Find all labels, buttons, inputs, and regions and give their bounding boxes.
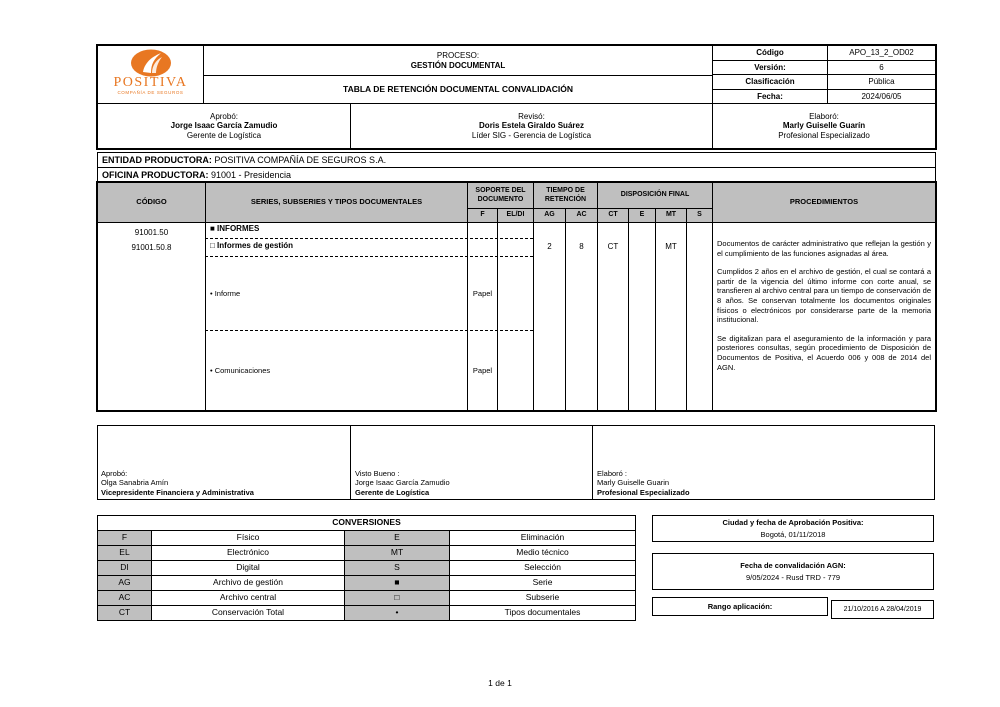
conv-abbr: CT <box>98 606 152 621</box>
meta-value-clasificacion: Pública <box>827 74 936 90</box>
conv-desc: Conservación Total <box>152 606 345 621</box>
subcol-f: F <box>467 208 498 223</box>
conv-abbr: S <box>345 561 450 576</box>
conv-desc: Medio técnico <box>450 546 636 561</box>
subcol-s: S <box>686 208 713 223</box>
signature-role: Elaboró : <box>597 468 628 478</box>
signoff-title: Profesional Especializado <box>778 130 870 140</box>
signoff-reviso <box>350 103 713 149</box>
meta-label-codigo: Código <box>712 45 828 61</box>
signoff-aprobo <box>97 103 351 149</box>
soporte-comunicaciones: Papel <box>472 365 493 375</box>
conversiones-table <box>97 515 636 621</box>
col-header-codigo: CÓDIGO <box>97 182 206 223</box>
signoff-role: Elaboró: <box>809 112 839 122</box>
process-cell <box>203 45 713 76</box>
procedimientos-paragraph-1: Documentos de carácter administrativo que reflejan la gestión y el cumplimiento de las funciones asignadas al área. <box>717 239 931 258</box>
conv-desc: Electrónico <box>152 546 345 561</box>
conv-desc: Selección <box>450 561 636 576</box>
signoff-role: Revisó: <box>518 112 545 122</box>
positiva-logo-icon <box>128 48 174 78</box>
conv-abbr: □ <box>345 591 450 606</box>
entidad-value: POSITIVA COMPAÑÍA DE SEGUROS S.A. <box>214 154 387 165</box>
signature-role: Aprobó: <box>101 468 128 478</box>
conv-abbr: F <box>98 531 152 546</box>
conv-desc: Tipos documentales <box>450 606 636 621</box>
signature-name: Olga Sanabria Amín <box>101 478 169 488</box>
body-codigo-cell <box>97 222 206 411</box>
conv-desc: Archivo central <box>152 591 345 606</box>
meta-value-codigo: APO_13_2_OD02 <box>827 45 936 61</box>
meta-label-fecha: Fecha: <box>712 89 828 104</box>
range-value-box: 21/10/2016 A 28/04/2019 <box>831 600 934 619</box>
city-approval-box <box>652 515 934 542</box>
col-header-tiempo: TIEMPO DE RETENCIÓN <box>533 182 598 209</box>
subcol-e: E <box>628 208 656 223</box>
dashed-separator <box>205 238 533 239</box>
signoff-name: Marly Guiselle Guarín <box>782 121 866 131</box>
logo-cell <box>97 45 204 104</box>
procedimientos-paragraph-2: Cumplidos 2 años en el archivo de gestión, el cual se contará a partir de la vigencia del último informe con corte anual, se transfieren al archivo central para un tiempo de conservación de 8 años. Se conservan totalmente los documentos originales físicos o electrónicos por considerarse parte de la memoria institucional. <box>717 267 931 325</box>
agn-date-box <box>652 553 934 590</box>
signature-visto-bueno <box>351 425 592 500</box>
col-header-disposicion: DISPOSICIÓN FINAL <box>597 182 713 209</box>
col-header-series: SERIES, SUBSERIES Y TIPOS DOCUMENTALES <box>205 182 468 223</box>
entidad-label: ENTIDAD PRODUCTORA: <box>102 154 212 165</box>
tipo-documental-informe: • Informe <box>210 288 241 298</box>
conv-abbr: ■ <box>345 576 450 591</box>
conv-desc: Serie <box>450 576 636 591</box>
signoff-title: Líder SIG - Gerencia de Logística <box>471 130 592 140</box>
conversiones-title: CONVERSIONES <box>98 516 636 531</box>
agn-date-value: 9/05/2024 - Rusd TRD - 779 <box>745 572 841 582</box>
conv-abbr: • <box>345 606 450 621</box>
meta-label-version: Versión: <box>712 60 828 75</box>
signature-title: Profesional Especializado <box>597 487 690 497</box>
conv-abbr: DI <box>98 561 152 576</box>
city-approval-value: Bogotá, 01/11/2018 <box>760 529 826 539</box>
signoff-role: Aprobó: <box>209 112 239 122</box>
subcol-ct: CT <box>597 208 629 223</box>
procedimientos-text <box>713 222 935 409</box>
subcol-eldi: EL/DI <box>497 208 534 223</box>
signoff-name: Jorge Isaac García Zamudio <box>170 121 278 131</box>
agn-date-label: Fecha de convalidación AGN: <box>740 560 846 570</box>
body-e-cell <box>628 222 656 411</box>
conv-abbr: AC <box>98 591 152 606</box>
signature-title: Vicepresidente Financiera y Administrativa <box>101 487 254 497</box>
conv-desc: Subserie <box>450 591 636 606</box>
meta-label-clasificacion: Clasificación <box>712 74 828 90</box>
conv-abbr: MT <box>345 546 450 561</box>
range-label-box: Rango aplicación: <box>652 597 828 616</box>
codigo-serie: 91001.50 <box>134 228 169 237</box>
entidad-productora-row <box>97 152 936 168</box>
body-eldi-cell <box>497 222 534 411</box>
signoff-elaboro <box>712 103 936 149</box>
retencion-ac-value: 8 <box>579 241 584 251</box>
signature-name: Jorge Isaac García Zamudio <box>355 478 450 488</box>
logo-tagline-text: COMPAÑÍA DE SEGUROS <box>117 90 184 95</box>
procedimientos-paragraph-3: Se digitalizan para el aseguramiento de la información y para posteriores consultas, según procedimiento de Disposición de Documentos de Positiva, el Acuerdo 006 y 008 de 2014 del AGN. <box>717 333 931 372</box>
subcol-ac: AC <box>565 208 598 223</box>
codigo-subserie: 91001.50.8 <box>131 243 172 252</box>
process-name: GESTIÓN DOCUMENTAL <box>410 60 506 70</box>
oficina-value: 91001 - Presidencia <box>211 169 292 180</box>
conv-desc: Digital <box>152 561 345 576</box>
city-approval-label: Ciudad y fecha de Aprobación Positiva: <box>722 517 864 527</box>
meta-value-version: 6 <box>827 60 936 75</box>
signature-role: Visto Bueno : <box>355 468 400 478</box>
disposicion-ct-value: CT <box>607 241 619 251</box>
oficina-label: OFICINA PRODUCTORA: <box>102 169 209 180</box>
page-number: 1 de 1 <box>488 678 512 688</box>
signature-aprobo <box>97 425 350 500</box>
tipo-documental-comunicaciones: • Comunicaciones <box>210 365 271 375</box>
conv-desc: Eliminación <box>450 531 636 546</box>
document-title: TABLA DE RETENCIÓN DOCUMENTAL CONVALIDACIÓN <box>203 75 713 104</box>
soporte-informe: Papel <box>472 288 493 298</box>
col-header-procedimientos: PROCEDIMIENTOS <box>712 182 936 223</box>
body-s-cell <box>686 222 713 411</box>
signature-title: Gerente de Logística <box>355 487 430 497</box>
meta-value-fecha: 2024/06/05 <box>827 89 936 104</box>
conv-abbr: E <box>345 531 450 546</box>
conv-desc: Físico <box>152 531 345 546</box>
signature-name: Marly Guiselle Guarin <box>597 478 670 488</box>
subcol-ag: AG <box>533 208 566 223</box>
conv-abbr: AG <box>98 576 152 591</box>
conv-abbr: EL <box>98 546 152 561</box>
serie-name: ■ INFORMES <box>210 224 260 233</box>
subcol-mt: MT <box>655 208 687 223</box>
disposicion-mt-value: MT <box>665 241 677 251</box>
signoff-title: Gerente de Logística <box>186 130 262 140</box>
dashed-separator <box>205 330 533 331</box>
dashed-separator <box>205 256 533 257</box>
oficina-productora-row <box>97 167 936 183</box>
conv-desc: Archivo de gestión <box>152 576 345 591</box>
retencion-ag-value: 2 <box>547 241 552 251</box>
signoff-name: Doris Estela Giraldo Suárez <box>479 121 584 131</box>
col-header-soporte: SOPORTE DEL DOCUMENTO <box>467 182 534 209</box>
subserie-name: □ Informes de gestión <box>210 241 294 250</box>
process-label: PROCESO: <box>436 51 480 61</box>
logo-brand-text: POSITIVA <box>113 75 188 90</box>
signature-elaboro <box>593 425 935 500</box>
